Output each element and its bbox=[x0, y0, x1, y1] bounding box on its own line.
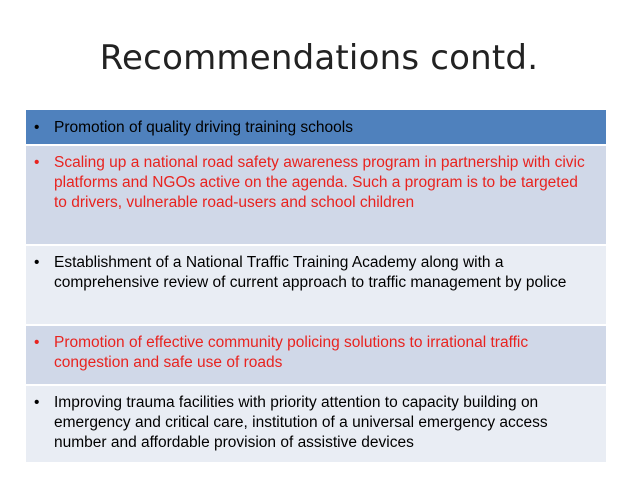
row-text: Establishment of a National Traffic Training Academy along with a comprehensive review of current approach to traffic management by police bbox=[54, 254, 567, 291]
table-row bbox=[26, 326, 606, 386]
slide-title: Recommendations contd. bbox=[99, 38, 539, 78]
table-row bbox=[26, 110, 606, 146]
bullet-icon: • bbox=[34, 334, 40, 351]
row-text: Improving trauma facilities with priority attention to capacity building on emergency and critical care, institution of a universal emergency access number and affordable provision of assistive devices bbox=[54, 394, 548, 451]
bullet-icon: • bbox=[34, 154, 40, 171]
table-row bbox=[26, 146, 606, 246]
bullet-icon: • bbox=[34, 254, 40, 271]
table-row bbox=[26, 386, 606, 464]
row-text: Promotion of quality driving training schools bbox=[54, 119, 353, 136]
bullet-icon: • bbox=[34, 119, 40, 136]
row-text: Promotion of effective community policing solutions to irrational traffic congestion and safe use of roads bbox=[54, 334, 529, 371]
recommendations-table bbox=[26, 110, 606, 464]
bullet-icon: • bbox=[34, 394, 40, 411]
row-text: Scaling up a national road safety awareness program in partnership with civic platforms and NGOs active on the agenda. Such a program is to be targeted to drivers, vulnerable road-users and school children bbox=[54, 154, 585, 211]
table-row bbox=[26, 246, 606, 326]
